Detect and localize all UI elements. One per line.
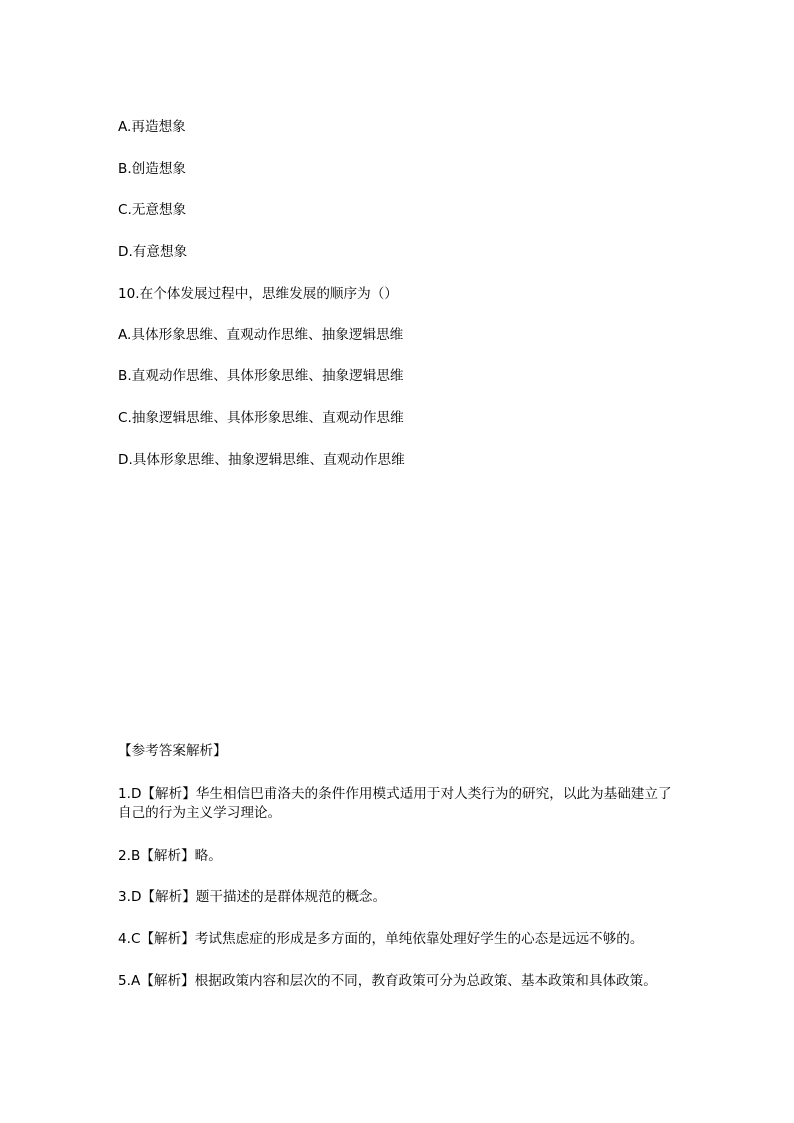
option-c: C.抽象逻辑思维、具体形象思维、直观动作思维 (118, 410, 404, 426)
answer-item: 3.D【解析】题干描述的是群体规范的概念。 (118, 889, 387, 905)
answer-item: 1.D【解析】华生相信巴甫洛夫的条件作用模式适用于对人类行为的研究，以此为基础建立了自己的行为主义学习理论。 (118, 786, 672, 821)
answer-item: 4.C【解析】考试焦虑症的形成是多方面的，单纯依靠处理好学生的心态是远远不够的。 (118, 931, 644, 947)
option-b: B.直观动作思维、具体形象思维、抽象逻辑思维 (118, 368, 404, 384)
question-stem: 10.在个体发展过程中，思维发展的顺序为（） (118, 286, 398, 302)
answer-item: 2.B【解析】略。 (118, 848, 222, 864)
option-d: D.有意想象 (118, 244, 188, 260)
option-a: A.再造想象 (118, 119, 186, 135)
option-c: C.无意想象 (118, 202, 187, 218)
option-a: A.具体形象思维、直观动作思维、抽象逻辑思维 (118, 327, 404, 343)
option-d: D.具体形象思维、抽象逻辑思维、直观动作思维 (118, 452, 405, 468)
answer-item: 5.A【解析】根据政策内容和层次的不同，教育政策可分为总政策、基本政策和具体政策。 (118, 973, 657, 989)
answer-heading: 【参考答案解析】 (118, 743, 227, 759)
option-b: B.创造想象 (118, 161, 187, 177)
